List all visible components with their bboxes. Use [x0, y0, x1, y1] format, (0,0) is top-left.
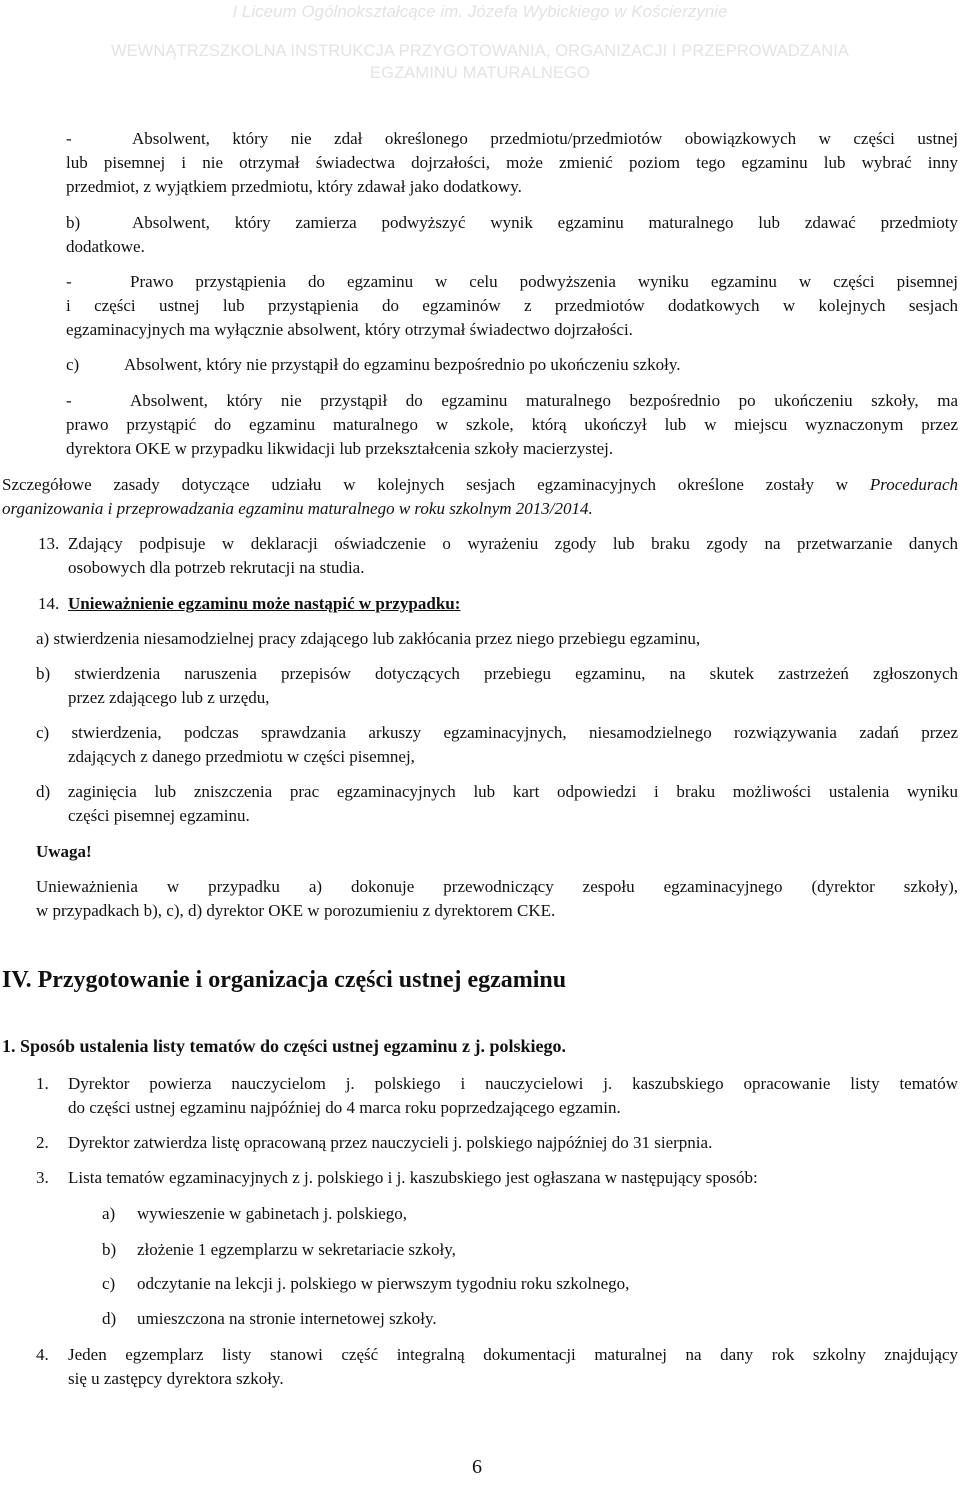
paragraph-line: Prawo przystąpienia do egzaminu w celu podwyższenia wyniku egzaminu w części pisemnej	[130, 272, 958, 291]
paragraph-line: lub pisemnej i nie otrzymał świadectwa dojrzałości, może zmienić poziom tego egzaminu lub wybrać inny	[66, 153, 958, 172]
paragraph-line: Absolwent, który nie zdał określonego przedmiotu/przedmiotów obowiązkowych w części ustnej	[132, 129, 958, 148]
sub-item-marker: a)	[102, 1204, 116, 1223]
details-text: Szczegółowe zasady dotyczące udziału w kolejnych sesjach egzaminacyjnych określone zostały w	[2, 475, 849, 494]
list-item: Dyrektor powierza nauczycielom j. polskiego i nauczycielowi j. kaszubskiego opracowanie listy tematów	[68, 1074, 958, 1093]
note-line: Unieważnienia w przypadku a) dokonuje przewodniczący zespołu egzaminacyjnego (dyrektor szkoły),	[36, 877, 958, 896]
dash-marker: -	[66, 272, 72, 291]
list-item-cont: części pisemnej egzaminu.	[68, 806, 250, 825]
paragraph-line: Absolwent, który nie przystąpił do egzaminu bezpośrednio po ukończeniu szkoły.	[124, 355, 681, 374]
list-marker: c)	[66, 355, 80, 374]
list-item: d) zaginięcia lub zniszczenia prac egzaminacyjnych lub kart odpowiedzi i braku możliwości ustalenia wyniku	[36, 782, 958, 801]
sub-item-marker: d)	[102, 1309, 117, 1328]
procedures-reference-cont: organizowania i przeprowadzania egzaminu maturalnego w roku szkolnym 2013/2014.	[2, 499, 593, 518]
paragraph-line: Absolwent, który zamierza podwyższyć wynik egzaminu maturalnego lub zdawać przedmioty	[132, 213, 958, 232]
sub-item: złożenie 1 egzemplarzu w sekretariacie szkoły,	[137, 1240, 456, 1259]
list-item: Dyrektor zatwierdza listę opracowaną przez nauczycieli j. polskiego najpóźniej do 31 sierpnia.	[68, 1133, 713, 1152]
list-item-cont: się u zastępcy dyrektora szkoły.	[68, 1369, 284, 1388]
paragraph-line: egzaminacyjnych ma wyłącznie absolwent, który otrzymał świadectwo dojrzałości.	[66, 320, 633, 339]
section-heading: IV. Przygotowanie i organizacja części ustnej egzaminu	[2, 967, 567, 993]
document-title-line1: WEWNĄTRZSZKOLNA INSTRUKCJA PRZYGOTOWANIA, ORGANIZACJI I PRZEPROWADZANIA	[110, 42, 850, 60]
list-item: c) stwierdzenia, podczas sprawdzania arkuszy egzaminacyjnych, niesamodzielnego rozwiązywania zadań przez	[36, 723, 958, 742]
item-number: 4.	[36, 1345, 49, 1364]
paragraph-line: i części ustnej lub przystąpienia do egzaminów z przedmiotów dodatkowych w kolejnych sesjach	[66, 296, 958, 315]
paragraph-line: dyrektora OKE w przypadku likwidacji lub przekształcenia szkoły macierzystej.	[66, 439, 614, 458]
details-paragraph-line1	[2, 473, 958, 497]
paragraph-line: przedmiot, z wyjątkiem przedmiotu, który zdawał jako dodatkowy.	[66, 177, 522, 196]
paragraph-line: Zdający podpisuje w deklaracji oświadczenie o wyrażeniu zgody lub braku zgody na przetwarzanie danych	[68, 534, 958, 553]
sub-item: odczytanie na lekcji j. polskiego w pierwszym tygodniu roku szkolnego,	[137, 1274, 630, 1293]
sub-item-marker: c)	[102, 1274, 116, 1293]
dash-marker: -	[66, 391, 72, 410]
item-number: 14.	[38, 594, 60, 613]
note-label: Uwaga!	[36, 842, 92, 861]
document-title-line2: EGZAMINU MATURALNEGO	[370, 64, 590, 82]
list-marker: b)	[66, 213, 81, 232]
sub-item-marker: b)	[102, 1240, 117, 1259]
school-name-header: I Liceum Ogólnokształcące im. Józefa Wybickiego w Kościerzynie	[232, 2, 728, 21]
document-title-header	[0, 40, 960, 84]
item-number: 1.	[36, 1074, 49, 1093]
sub-item: umieszczona na stronie internetowej szkoły.	[137, 1309, 437, 1328]
sub-item: wywieszenie w gabinetach j. polskiego,	[137, 1204, 408, 1223]
list-item-cont: zdających z danego przedmiotu w części pisemnej,	[68, 747, 415, 766]
item-number: 13.	[38, 534, 60, 553]
paragraph-line: dodatkowe.	[66, 237, 145, 256]
list-item-cont: przez zdającego lub z urzędu,	[68, 688, 270, 707]
note-line: w przypadkach b), c), d) dyrektor OKE w porozumieniu z dyrektorem CKE.	[36, 901, 556, 920]
list-item: Jeden egzemplarz listy stanowi część integralną dokumentacji maturalnej na dany rok szkolny znajdujący	[68, 1345, 958, 1364]
list-item-cont: do części ustnej egzaminu najpóźniej do 4 marca roku poprzedzającego egzamin.	[68, 1098, 621, 1117]
list-item: b) stwierdzenia naruszenia przepisów dotyczących przebiegu egzaminu, na skutek zastrzeżeń zgłoszonych	[36, 664, 958, 683]
list-item: Lista tematów egzaminacyjnych z j. polskiego i j. kaszubskiego jest ogłaszana w następujący sposób:	[68, 1168, 758, 1187]
paragraph-line: Absolwent, który nie przystąpił do egzaminu maturalnego bezpośrednio po ukończeniu szkoły, ma	[130, 391, 958, 410]
item-number: 3.	[36, 1168, 49, 1187]
procedures-reference: Procedurach	[869, 475, 958, 494]
invalidation-heading: Unieważnienie egzaminu może nastąpić w przypadku:	[68, 594, 461, 613]
paragraph-line: prawo przystąpić do egzaminu maturalnego w szkole, którą ukończył lub w miejscu wyznaczonym przez	[66, 415, 958, 434]
page-number: 6	[472, 1456, 482, 1478]
dash-marker: -	[66, 129, 72, 148]
subsection-heading: 1. Sposób ustalenia listy tematów do części ustnej egzaminu z j. polskiego.	[2, 1036, 566, 1056]
item-number: 2.	[36, 1133, 49, 1152]
list-item: a) stwierdzenia niesamodzielnej pracy zdającego lub zakłócania przez niego przebiegu egzaminu,	[36, 629, 701, 648]
paragraph-line: osobowych dla potrzeb rekrutacji na studia.	[68, 558, 365, 577]
